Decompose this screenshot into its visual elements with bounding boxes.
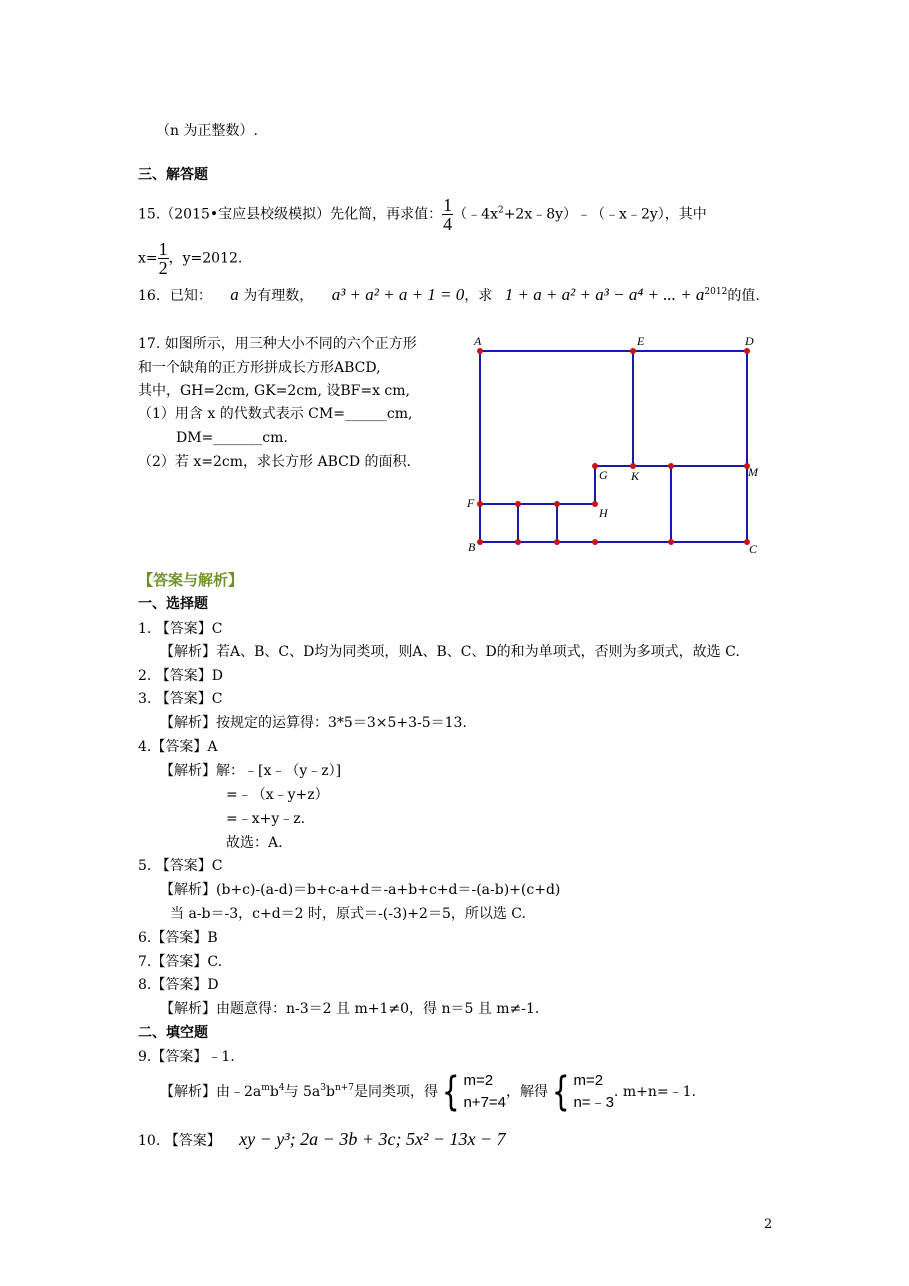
q9-system-2: m=2 n=﹣3: [573, 1072, 614, 1111]
section-title-solve: 三、解答题: [138, 167, 208, 183]
point-mid: [668, 463, 674, 469]
label-k: K: [631, 469, 640, 483]
label-a: A: [474, 334, 482, 348]
analysis-line: 【解析】解：﹣[x﹣（y﹣z）]: [160, 763, 342, 779]
q15-x: x=: [138, 250, 158, 267]
q9-sup-3: 3: [320, 1083, 326, 1093]
analysis-line: 【解析】由题意得：n-3＝2 且 m+1≠0，得 n＝5 且 m≠-1.: [160, 1001, 540, 1017]
q16-ask: ，求: [464, 288, 493, 304]
q9-and: 与 5a: [284, 1084, 321, 1100]
q9-analysis: [160, 1068, 696, 1116]
point-f: [477, 501, 483, 507]
point-h: [592, 501, 598, 507]
q9-same: 是同类项，得: [354, 1084, 439, 1100]
q17-line-6: （2）若 x=2cm，求长方形 ABCD 的面积.: [138, 454, 411, 470]
answer-line: 7.【答案】C.: [138, 954, 223, 970]
q17-line-2: 和一个缺角的正方形拼成长方形ABCD,: [138, 360, 381, 376]
analysis-line: 【解析】按规定的运算得：3*5＝3×5+3-5＝13.: [160, 715, 467, 731]
analysis-step: =﹣x+y﹣z.: [226, 811, 306, 827]
q15-fraction: $\frac{1}{4}$: [443, 195, 453, 234]
q16-var: a: [230, 285, 239, 304]
answer-line: 3. 【答案】C: [138, 691, 223, 707]
q9-b1: b: [269, 1084, 279, 1100]
q16-sum: 1 + a + a² + a³ − a⁴ + ... + a: [504, 285, 705, 304]
q10-answer: [138, 1124, 506, 1156]
answer-line: 1. 【答案】C: [138, 621, 223, 637]
analysis-line: 当 a-b＝-3，c+d＝2 时，原式＝-(-3)+2＝5，所以选 C.: [170, 906, 526, 922]
answer-line: 8.【答案】D: [138, 977, 219, 993]
q9-answer: 9.【答案】﹣1.: [138, 1049, 235, 1065]
analysis-line: 【解析】(b+c)-(a-d)＝b+c-a+d＝-a+b+c+d＝-(a-b)+(c+d): [160, 882, 561, 898]
q16-label: 16．已知：: [138, 288, 212, 304]
q9-sup-4: 4: [278, 1083, 285, 1093]
page-number: 2: [764, 1217, 773, 1232]
q9-b2: b: [325, 1084, 335, 1100]
section-title-fill: 二、填空题: [138, 1025, 208, 1041]
label-f: F: [467, 496, 475, 510]
continued-line: （n 为正整数）.: [156, 123, 258, 139]
point-g: [592, 463, 598, 469]
q16-equation: a³ + a² + a + 1 = 0: [331, 285, 465, 304]
outline-top-right: [480, 351, 747, 542]
q15-expr-b: +2x﹣8y）﹣（﹣x﹣2y），其中: [503, 206, 707, 223]
q15-y: ，y=2012.: [168, 250, 243, 267]
point-a: [477, 348, 483, 354]
point-b3: [592, 539, 598, 545]
question-16: [138, 286, 760, 305]
q9-sup-m: m: [261, 1083, 270, 1093]
q9-sup-n7: n+7: [334, 1083, 355, 1093]
answer-line: 4.【答案】A: [138, 739, 218, 755]
label-h: H: [599, 506, 608, 520]
point-b: [477, 539, 483, 545]
point-b4: [668, 539, 674, 545]
label-c: C: [749, 542, 758, 556]
q17-line-5: DM=_______cm.: [176, 430, 288, 446]
analysis-step: 故选：A.: [226, 835, 283, 851]
q9-brace-1: {: [441, 1069, 460, 1115]
label-m: M: [748, 465, 758, 479]
q10-expression: xy − y³; 2a − 3b + 3c; 5x² − 13x − 7: [239, 1129, 506, 1149]
q16-tail: 的值.: [727, 288, 760, 304]
answer-line: 5. 【答案】C: [138, 858, 223, 874]
point-d: [744, 348, 750, 354]
label-e: E: [637, 334, 645, 348]
rectangle-figure: [462, 332, 772, 558]
analysis-step: =﹣（x﹣y+z）: [226, 787, 329, 803]
point-s2: [554, 501, 560, 507]
label-b: B: [468, 540, 476, 554]
point-b2: [554, 539, 560, 545]
answer-line: 2. 【答案】D: [138, 668, 224, 684]
answer-line: 6.【答案】B: [138, 930, 218, 946]
q16-mid: 为有理数，: [243, 288, 314, 304]
q10-label: 10. 【答案】: [138, 1133, 221, 1149]
label-g: G: [599, 468, 608, 482]
label-d: D: [745, 334, 754, 348]
point-b1: [515, 539, 521, 545]
q15-sup: 2: [497, 205, 504, 216]
q17-line-4: （1）用含 x 的代数式表示 CM=______cm,: [138, 406, 413, 422]
question-15: [138, 196, 707, 233]
q16-sum-sup: 2012: [704, 287, 728, 297]
q9-result: . m+n=﹣1.: [613, 1084, 696, 1100]
question-15-line2: [138, 240, 242, 277]
q9-solve: ，解得: [506, 1084, 549, 1100]
q17-line-3: 其中，GH=2cm, GK=2cm, 设BF=x cm,: [138, 383, 410, 399]
point-e: [630, 348, 636, 354]
q17-line-1: 17. 如图所示，用三种大小不同的六个正方形: [138, 336, 417, 352]
q15-label: 15.（2015•宝应县校级模拟）先化简，再求值：: [138, 206, 443, 223]
q9-brace-2: {: [551, 1069, 570, 1115]
q15-half: $\frac{1}{2}$: [158, 239, 168, 278]
q9-system-1: m=2 n+7=4: [463, 1072, 507, 1111]
answers-title: 【答案与解析】: [138, 571, 244, 589]
point-s1: [515, 501, 521, 507]
q9-a: 【解析】由﹣2a: [160, 1084, 262, 1100]
q15-expr-a: （﹣4x: [453, 206, 498, 223]
section-title-choice: 一、选择题: [138, 596, 208, 612]
analysis-line: 【解析】若A、B、C、D均为同类项，则A、B、C、D的和为单项式，否则为多项式，故选 C.: [160, 644, 740, 660]
